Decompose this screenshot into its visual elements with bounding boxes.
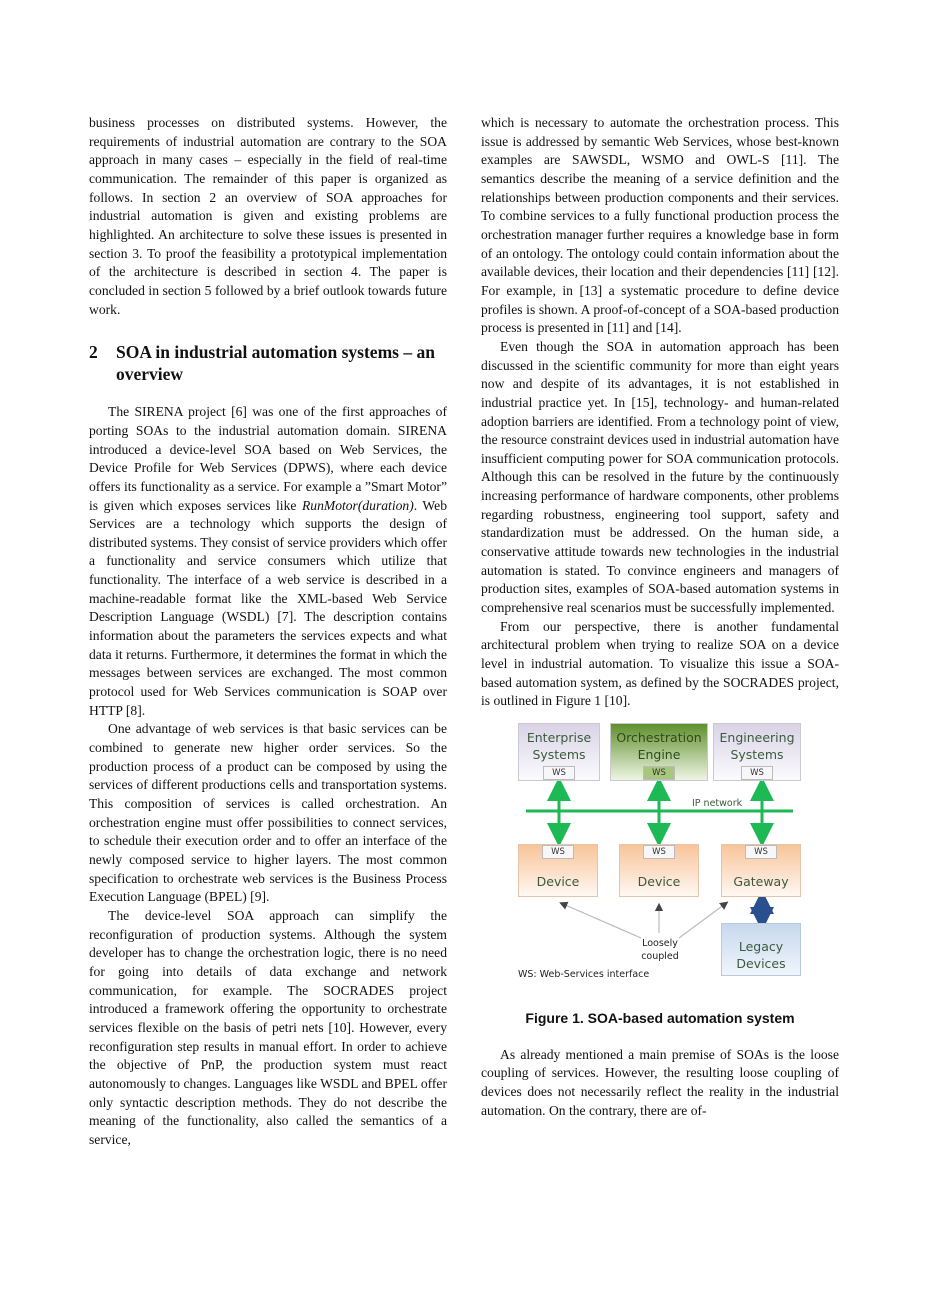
figure-caption: Figure 1. SOA-based automation system (525, 1010, 795, 1026)
paragraph: One advantage of web services is that basic services can be combined to generate new higher order services. So the production process of a product can be composed by using the services of different productions cells and transportation systems. This composition of services is called orchestration. An orchestration engine must offer possibilities to connect services, to schedule their execution order and to offer an interface of the newly composed service to higher layers. The most common specification to orchestrate web services is the Business Process Execution Language (BPEL) [9]. (89, 721, 447, 905)
engineering-systems-box: Engineering Systems WS (713, 723, 801, 781)
section-heading: 2 SOA in industrial automation systems – an overview (89, 342, 435, 385)
device-box: WS Device (518, 844, 598, 897)
figure-soa-architecture (481, 723, 839, 983)
paragraph: business processes on distributed systems. However, the requirements of industrial automation are contrary to the SOA approach in many cases – especially in the field of real-time communication. The remainder of this paper is organized as follows. In section 2 an overview of SOA approaches for industrial automation is given and existing problems are highlighted. An architecture to solve these issues is presented in section 3. To proof the feasibility a prototypical implementation of the architecture is described in section 4. The paper is concluded in section 5 followed by a brief outlook towards future work. (89, 115, 447, 317)
device-box: WS Device (619, 844, 699, 897)
left-column (89, 114, 447, 1149)
right-column (481, 114, 839, 1120)
ws-label: WS (542, 845, 574, 859)
figure-legend: WS: Web-Services interface (518, 969, 650, 980)
paragraph: The SIRENA project [6] was one of the first approaches of porting SOAs to the industrial automation domain. SIRENA introduced a device-level SOA based on Web Services, the Device Profile for Web Services (DPWS), where each device offers its functionality as a service. For example a ”Smart Motor” is given which exposes services like RunMotor(duration). Web Services are a technology which supports the design of distributed systems. They consist of service providers which offer a functionality and service consumers which utilize that functionality. The interface of a web service is described in a machine-readable format like the XML-based Web Service Description Language (WSDL) [7]. The description contains information about the parameters the services expects and what data it returns. Furthermore, it determines the format in which the messages between services are exchanged. The most common protocol used for Web Services communication is SOAP over HTTP [8]. (89, 404, 448, 718)
ip-network-label: IP network (692, 798, 743, 809)
legacy-devices-box: Legacy Devices (721, 923, 801, 976)
enterprise-systems-box: Enterprise Systems WS (518, 723, 600, 781)
loosely-coupled-label: Loosely coupled (641, 938, 679, 962)
ws-label: WS (643, 845, 675, 859)
gateway-box: WS Gateway (721, 844, 801, 897)
ws-label: WS (643, 766, 675, 780)
loose-arrow-3 (679, 904, 725, 938)
paragraph: Even though the SOA in automation approach has been discussed in the scientific community for more than eight years now and despite of its advantages, it is not established in industrial practice yet. In [15], technology- and human-related adoption barriers are identified. From a technology point of view, the resource constraint devices used in industrial automation have insufficient computing power for SOA communication protocols. Although this can be resolved in the future by the continuously increasing performance of hardware components, other problems regarding robustness, engineering tool support, safety and standardization must be addressed. On the human side, a conservative attitude towards new technologies in the industrial automation is stated. To convince engineers and managers of production sites, examples of SOA-based automation systems in comprehensive real scenarios must be successfully implemented. (481, 338, 839, 616)
orchestration-engine-box: Orchestration Engine WS (610, 723, 708, 781)
ws-label: WS (741, 766, 773, 780)
paragraph: The device-level SOA approach can simplify the reconfiguration of production systems. Although the system developer has to change the orchestration logic, there is no need for going into details of data exchange and network communication, for example. The SOCRADES project introduced a framework offering the opportunity to orchestrate services flexible on the basis of petri nets [10]. However, every reconfiguration step results in manual effort. In order to achieve the objective of PnP, the production system must react autonomously to changes. Languages like WSDL and BPEL offer only syntactic description methods. They do not describe the meaning of the functionality, also called the semantics of a service, (89, 907, 447, 1147)
paragraph: As already mentioned a main premise of SOAs is the loose coupling of services. However, the resulting loose coupling of devices does not necessarily reflect the reality in the industrial automation. On the contrary, there are of- (481, 1046, 839, 1118)
paragraph: which is necessary to automate the orchestration process. This issue is addressed by semantic Web Services, whose best-known examples are SAWSDL, WSMO and OWL-S [11]. The semantics describe the meaning of a service definition and the relationships between production components and their services. To combine services to a fully functional production process the orchestration manager further requires a knowledge base in form of an ontology. The ontology could contain information about the available devices, their location and their dependencies [11] [12]. For example, in [13] a systematic procedure to define device profiles is shown. A proof-of-concept of a SOA-based production process is presented in [11] and [14]. (481, 115, 839, 336)
ws-label: WS (543, 766, 575, 780)
loose-arrow-1 (563, 904, 641, 938)
ws-label: WS (745, 845, 777, 859)
paragraph: From our perspective, there is another fundamental architectural problem when trying to realize SOA on a device level in industrial automation. To visualize this issue a SOA-based automation system, as defined by the SOCRADES project, is outlined in Figure 1 [10]. (481, 618, 839, 709)
